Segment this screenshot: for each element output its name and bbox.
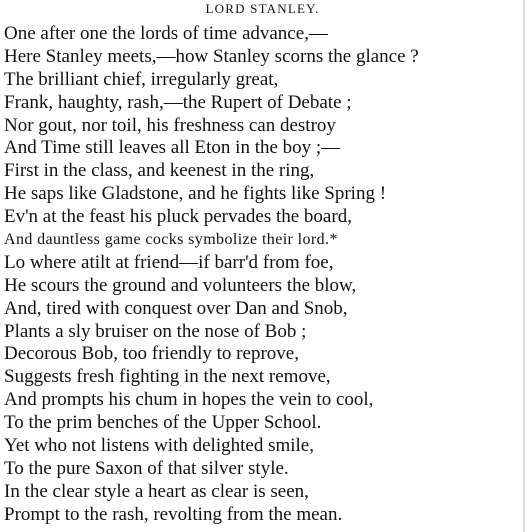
page-heading: LORD STANLEY.	[205, 1, 320, 16]
poem-line: And, tired with conquest over Dan and Snob,	[4, 297, 348, 319]
poem-text	[4, 23, 522, 527]
poem-line: Yet who not listens with delighted smile,	[4, 435, 314, 457]
poem-line: Nor gout, nor toil, his freshness can destroy	[4, 114, 336, 136]
poem-line: Frank, haughty, rash,—the Rupert of Debate ;	[4, 91, 352, 113]
poem-line: Suggests fresh fighting in the next remove,	[4, 366, 331, 388]
poem-line: Decorous Bob, too friendly to reprove,	[4, 343, 299, 365]
poem-line: Prompt to the rash, revolting from the mean.	[4, 503, 343, 525]
poem-line: First in the class, and keenest in the ring,	[4, 160, 315, 182]
poem-line: To the pure Saxon of that silver style.	[4, 457, 289, 479]
poem-line: And prompts his chum in hopes the vein to cool,	[4, 389, 374, 411]
poem-line: And Time still leaves all Eton in the boy ;—	[4, 137, 341, 159]
poem-line: Ev'n at the feast his pluck pervades the board,	[4, 206, 352, 228]
poem-line: He saps like Gladstone, and he fights like Spring !	[4, 183, 387, 205]
poem-line: One after one the lords of time advance,—	[4, 23, 328, 44]
poem-line: And dauntless game cocks symbolize their lord.*	[4, 231, 338, 249]
poem-line: To the prim benches of the Upper School.	[4, 412, 322, 434]
poem-line: In the clear style a heart as clear is seen,	[4, 480, 309, 502]
poem-line: Lo where atilt at friend—if barr'd from foe,	[4, 251, 334, 273]
poem-line: He scours the ground and volunteers the blow,	[4, 274, 357, 296]
poem-line: The brilliant chief, irregularly great,	[4, 68, 279, 90]
poem-line: Here Stanley meets,—how Stanley scorns the glance ?	[4, 45, 419, 67]
poem-line: Plants a sly bruiser on the nose of Bob ;	[4, 320, 307, 342]
